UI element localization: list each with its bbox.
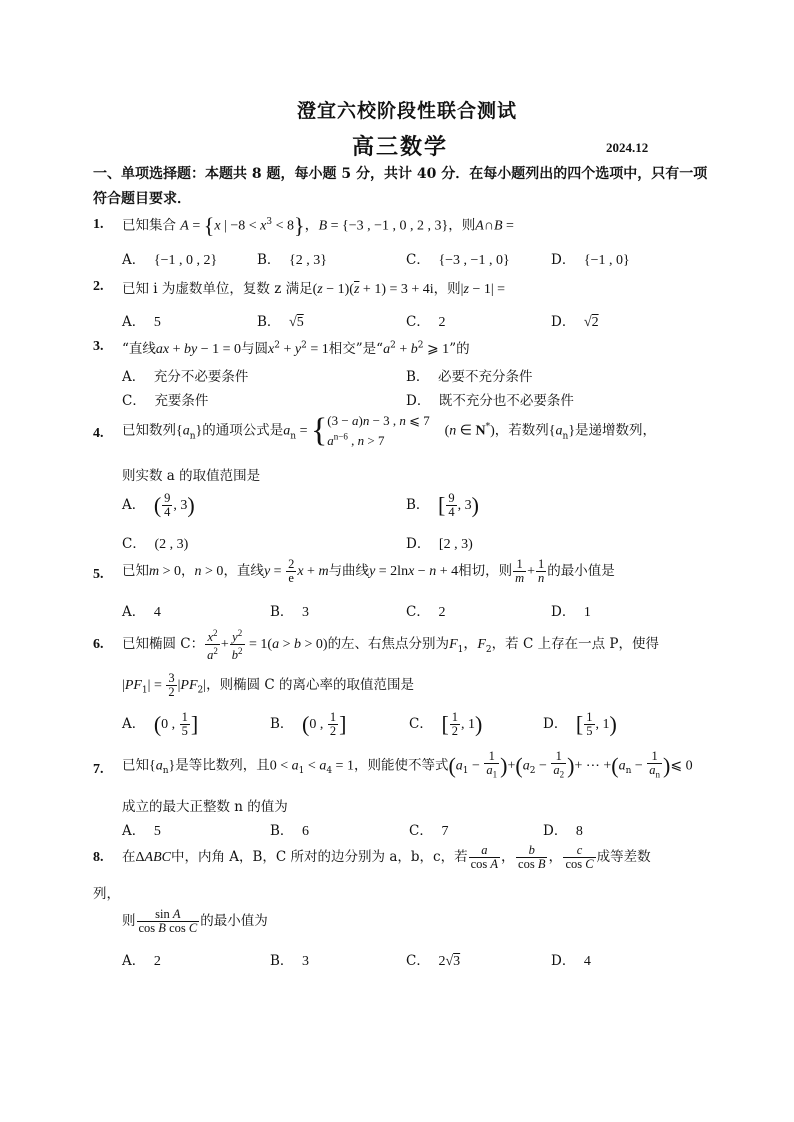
question-1-stem: 已知集合 A = {x | $-8 < x^3 < 8$}，B = {−3 , −1 , 0 , 2 , 3}，则A∩B = (122, 213, 514, 238)
question-4-stem: 已知数列$\{a_n\}$的通项公式是$a_n = \{(3 - a)n - 3$ , n ⩽ 7 $a^{n-6}$ , n > 7 (n ∈ N*)，若数列$\{a_n\}$是递增数列， (122, 412, 657, 450)
option-d[interactable]: D． {−1 , 0} (551, 252, 630, 268)
option-d[interactable]: D． 8 (543, 823, 583, 839)
option-d[interactable]: D． 4 (551, 953, 591, 969)
question-number: 7. (93, 762, 104, 777)
option-a[interactable]: A． 5 (122, 314, 161, 330)
option-b[interactable]: B． {2 , 3} (257, 252, 327, 268)
option-c[interactable]: C． [ $\frac{1}{2}$ , 1) (409, 710, 483, 738)
option-b[interactable]: B． 3 (270, 604, 310, 620)
exam-title: 澄宜六校阶段性联合测试 (297, 100, 518, 122)
question-8-stem: 在ΔABC中，内角 A，B，C 所对的边分别为 a，b，c，若 $\frac{a}{\text{cos A}}$ ， $\frac{b}{\text{cos B}}$ ， $\frac{c}{\text{cos C}}$ 成等差数 (122, 843, 651, 871)
option-a[interactable]: A． 充分不必要条件 (122, 369, 249, 385)
question-3-stem: “直线ax + by − 1 = 0与圆$x^2 + y^2 = 1$相交”是“$a^2 + b^2$ ⩾ 1”的 (122, 340, 470, 357)
option-d[interactable]: D． √2 (551, 314, 599, 330)
option-a[interactable]: A． ( $\frac{9}{4}$ , 3) (122, 491, 195, 519)
option-a[interactable]: A． {−1 , 0 , 2} (122, 252, 218, 268)
option-d[interactable]: D． [ $\frac{1}{5}$ , 1) (543, 710, 617, 738)
option-a[interactable]: A． (0 , $\frac{1}{5}$ ] (122, 710, 199, 738)
question-6-stem-line2: $|PF_1|$ = $\frac{3}{2}$ $|PF_2|$，则椭圆 C 的离心率的取值范围是 (122, 671, 414, 699)
question-7-stem-line2: 成立的最大正整数 n 的值为 (122, 799, 288, 815)
subject-title: 高三数学 (352, 134, 449, 160)
question-8-stem-line3: 则 $\frac{\text{sin A}}{\text{cos B cos C}}$ 的最小值为 (122, 907, 268, 935)
question-number: 4. (93, 426, 104, 441)
option-d[interactable]: D． 既不充分也不必要条件 (406, 393, 574, 409)
section-heading: 一、单项选择题：本题共 8 题，每小题 5 分，共计 40 分．在每小题列出的四个选项中，只有一项 符合题目要求． (93, 166, 708, 207)
question-5-stem: 已知m > 0，n > 0，直线y = $\frac{2}{e}$ x + m与曲线y = 2lnx − n + 4相切，则 $\frac{1}{m}$ + $\frac{1}{n}$ 的最小值是 (122, 557, 615, 585)
option-d[interactable]: D． [2 , 3) (406, 536, 473, 552)
option-c[interactable]: C． {−3 , −1 , 0} (406, 252, 510, 268)
option-a[interactable]: A． 2 (122, 953, 161, 969)
option-b[interactable]: B． (0 , $\frac{1}{2}$ ] (270, 710, 347, 738)
question-8-stem-line2: 列， (93, 886, 120, 902)
question-2-stem: 已知 i 为虚数单位，复数 z 满足$(z - 1)(\overline{z} + 1) = 3 + 4i$，则|z − 1| = (122, 281, 506, 297)
option-c[interactable]: C． 7 (409, 823, 449, 839)
question-6-stem: 已知椭圆 C： $\frac{x^2}{a^2}$ + $\frac{y^2}{b^2}$ = 1(a > b > 0)的左、右焦点分别为$F_1$，$F_2$，若 C 上存在一点 P，使得 (122, 628, 659, 663)
question-number: 2. (93, 279, 104, 294)
question-number: 6. (93, 637, 104, 652)
option-a[interactable]: A． 4 (122, 604, 161, 620)
option-c[interactable]: C． (2 , 3) (122, 536, 189, 552)
option-c[interactable]: C． 充要条件 (122, 393, 209, 409)
question-number: 5. (93, 567, 104, 582)
question-number: 1. (93, 217, 104, 232)
option-b[interactable]: B． [ $\frac{9}{4}$ , 3) (406, 491, 479, 519)
option-a[interactable]: A． 5 (122, 823, 161, 839)
question-7-stem: 已知$\{a_n\}$是等比数列，且$0 < a_1 < a_4 = 1$，则能使不等式($a_1$ − $\frac{1}{a_1}$ )$+(a_2$ − $\frac{1}{a_2}$ )+ ⋯ $+(a_n$ − $\frac{1}{a_n}$ )⩽ 0 (122, 749, 693, 780)
question-number: 8. (93, 850, 104, 865)
question-4-stem-line2: 则实数 a 的取值范围是 (122, 468, 261, 484)
option-b[interactable]: B． 6 (270, 823, 310, 839)
question-number: 3. (93, 339, 104, 354)
option-c[interactable]: C． 2√3 (406, 953, 461, 969)
option-b[interactable]: B． 3 (270, 953, 310, 969)
exam-date: 2024.12 (606, 140, 649, 155)
option-d[interactable]: D． 1 (551, 604, 591, 620)
option-c[interactable]: C． 2 (406, 314, 446, 330)
option-c[interactable]: C． 2 (406, 604, 446, 620)
option-b[interactable]: B． √5 (257, 314, 304, 330)
option-b[interactable]: B． 必要不充分条件 (406, 369, 533, 385)
